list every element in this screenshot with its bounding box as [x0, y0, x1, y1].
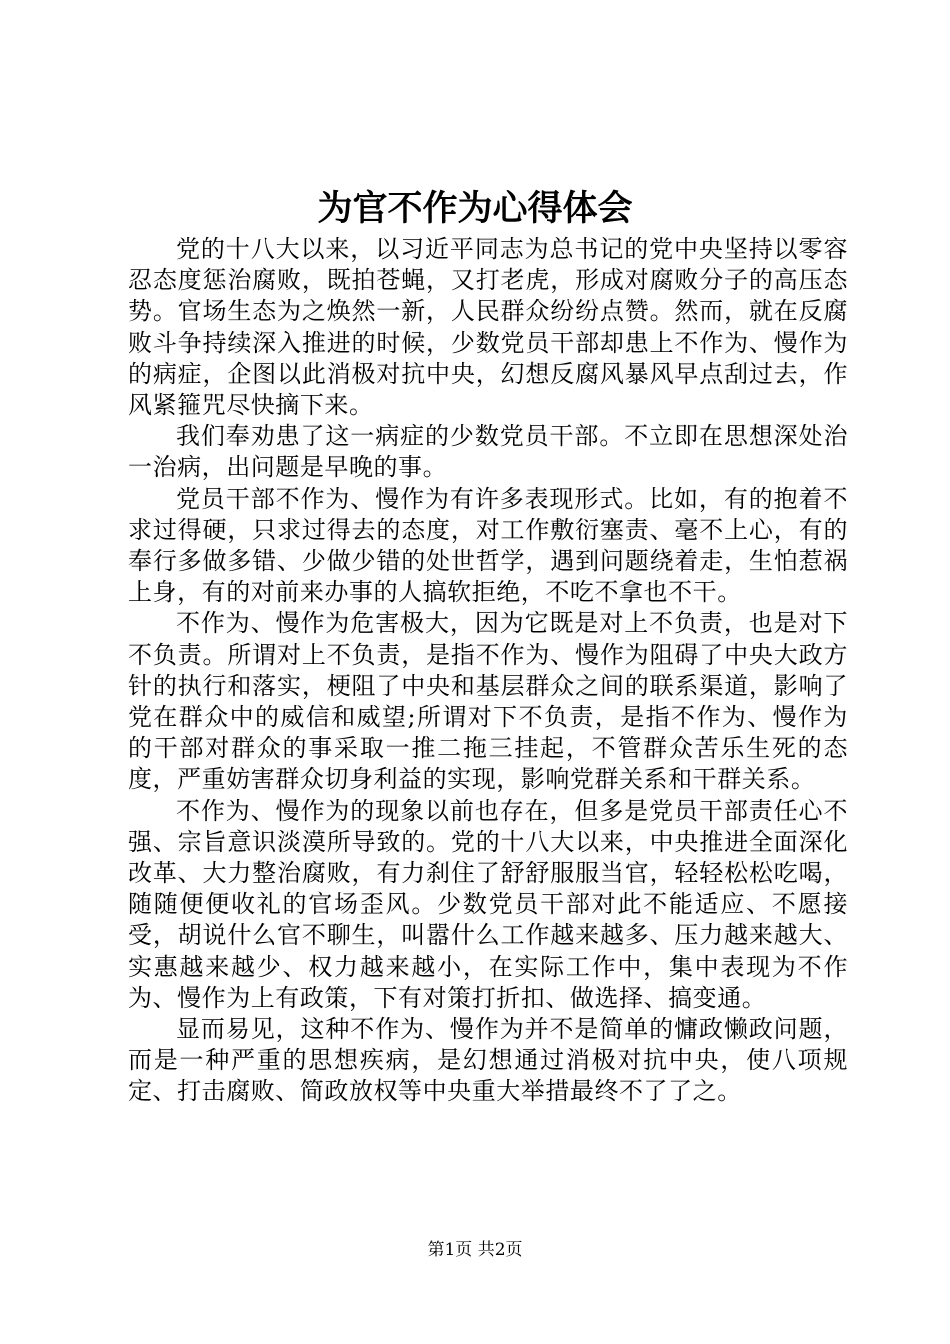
paragraph-1: 党的十八大以来，以习近平同志为总书记的党中央坚持以零容忍态度惩治腐败，既拍苍蝇，又打老虎，形成对腐败分子的高压态势。官场生态为之焕然一新，人民群众纷纷点赞。然而，就在反腐败斗争持续深入推进的时候，少数党员干部却患上不作为、慢作为的病症，企图以此消极对抗中央，幻想反腐风暴风早点刮过去，作风紧箍咒尽快摘下来。 [128, 235, 848, 420]
paragraph-5: 不作为、慢作为的现象以前也存在，但多是党员干部责任心不强、宗旨意识淡漠所导致的。党的十八大以来，中央推进全面深化改革、大力整治腐败，有力刹住了舒舒服服当官，轻轻松松吃喝，随随便便收礼的官场歪风。少数党员干部对此不能适应、不愿接受，胡说什么官不聊生，叫嚣什么工作越来越多、压力越来越大、实惠越来越少、权力越来越小，在实际工作中，集中表现为不作为、慢作为上有政策，下有对策打折扣、做选择、搞变通。 [128, 796, 848, 1012]
paragraph-4: 不作为、慢作为危害极大，因为它既是对上不负责，也是对下不负责。所谓对上不负责，是指不作为、慢作为阻碍了中央大政方针的执行和落实，梗阻了中央和基层群众之间的联系渠道，影响了党在群众中的威信和威望;所谓对下不负责，是指不作为、慢作为的干部对群众的事采取一推二拖三挂起，不管群众苦乐生死的态度，严重妨害群众切身利益的实现，影响党群关系和干群关系。 [128, 609, 848, 794]
document-title: 为官不作为心得体会 [317, 188, 633, 229]
paragraph-2: 我们奉劝患了这一病症的少数党员干部。不立即在思想深处治一治病，出问题是早晚的事。 [128, 422, 848, 482]
page-number-footer: 第1页 共2页 [427, 1240, 523, 1260]
document-body [128, 234, 848, 1108]
paragraph-3: 党员干部不作为、慢作为有许多表现形式。比如，有的抱着不求过得硬，只求过得去的态度，对工作敷衍塞责、毫不上心，有的奉行多做多错、少做少错的处世哲学，遇到问题绕着走，生怕惹祸上身，有的对前来办事的人搞软拒绝，不吃不拿也不干。 [128, 484, 848, 607]
paragraph-6: 显而易见，这种不作为、慢作为并不是简单的慵政懒政问题，而是一种严重的思想疾病，是幻想通过消极对抗中央，使八项规定、打击腐败、简政放权等中央重大举措最终不了了之。 [128, 1015, 848, 1106]
